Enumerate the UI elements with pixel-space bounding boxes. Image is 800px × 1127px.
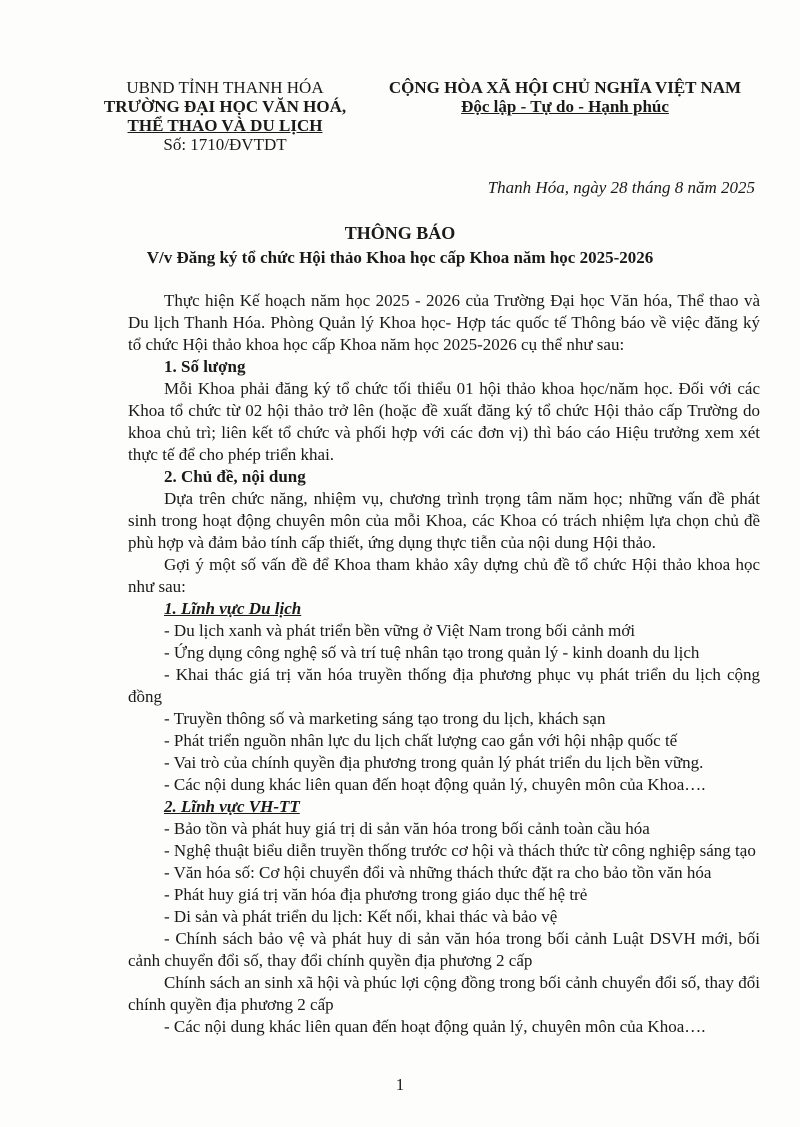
section-2-heading: 2. Chủ đề, nội dung (164, 467, 306, 486)
list-item: - Phát huy giá trị văn hóa địa phương trong giáo dục thế hệ trẻ (164, 885, 588, 904)
section-1-heading: 1. Số lượng (164, 357, 246, 376)
document-header (0, 78, 800, 158)
document-body (128, 290, 760, 1038)
national-motto: Độc lập - Tự do - Hạnh phúc (461, 97, 669, 116)
list-item: - Khai thác giá trị văn hóa truyền thống địa phương phục vụ phát triển du lịch cộng đồng (128, 665, 760, 706)
authority-name: UBND TỈNH THANH HÓA (126, 78, 324, 97)
field-2-heading: 2. Lĩnh vực VH-TT (164, 797, 300, 816)
field-1-heading: 1. Lĩnh vực Du lịch (164, 599, 302, 618)
national-motto-block (370, 78, 760, 116)
list-item: - Ứng dụng công nghệ số và trí tuệ nhân tạo trong quản lý - kinh doanh du lịch (164, 643, 700, 662)
list-item: - Các nội dung khác liên quan đến hoạt động quản lý, chuyên môn của Khoa…. (164, 1017, 706, 1036)
document-number: Số: 1710/ĐVTDT (163, 135, 287, 154)
list-item: - Truyền thông số và marketing sáng tạo trong du lịch, khách sạn (164, 709, 606, 728)
list-item: - Các nội dung khác liên quan đến hoạt động quản lý, chuyên môn của Khoa…. (164, 775, 706, 794)
intro-paragraph: Thực hiện Kế hoạch năm học 2025 - 2026 của Trường Đại học Văn hóa, Thể thao và Du lịch Thanh Hóa. Phòng Quản lý Khoa học- Hợp tác quốc tế Thông báo về việc đăng ký tổ chức Hội thảo khoa học cấp Khoa năm học 2025-2026 cụ thể như sau: (128, 291, 760, 354)
document-date: Thanh Hóa, ngày 28 tháng 8 năm 2025 (487, 178, 755, 197)
list-item: - Bảo tồn và phát huy giá trị di sản văn hóa trong bối cảnh toàn cầu hóa (164, 819, 650, 838)
section-2-text: Dựa trên chức năng, nhiệm vụ, chương trình trọng tâm năm học; những vấn đề phát sinh trong hoạt động chuyên môn của mỗi Khoa, các Khoa có trách nhiệm lựa chọn chủ đề phù hợp và đảm bảo tính cấp thiết, ứng dụng thực tiễn của nội dung Hội thảo. (128, 489, 760, 552)
country-name: CỘNG HÒA XÃ HỘI CHỦ NGHĨA VIỆT NAM (388, 78, 742, 97)
issuer-block (100, 78, 350, 154)
list-item: - Văn hóa số: Cơ hội chuyển đổi và những thách thức đặt ra cho bảo tồn văn hóa (164, 863, 712, 882)
list-item: - Di sản và phát triển du lịch: Kết nối, khai thác và bảo vệ (164, 907, 558, 926)
list-item: Chính sách an sinh xã hội và phúc lợi cộng đồng trong bối cảnh chuyển đổi số, thay đổi chính quyền địa phương 2 cấp (128, 973, 760, 1014)
list-item: - Du lịch xanh và phát triển bền vững ở Việt Nam trong bối cảnh mới (164, 621, 636, 640)
document-title: THÔNG BÁO (344, 223, 456, 243)
list-item: - Vai trò của chính quyền địa phương trong quản lý phát triển du lịch bền vững. (164, 753, 704, 772)
university-name-line1: TRƯỜNG ĐẠI HỌC VĂN HOÁ, (103, 97, 347, 116)
section-1-text: Mỗi Khoa phải đăng ký tổ chức tối thiểu 01 hội thảo khoa học/năm học. Đối với các Khoa tổ chức từ 02 hội thảo trở lên (hoặc đề xuất đăng ký tổ chức Hội thảo cấp Trường do khoa chủ trì; liên kết tổ chức và phối hợp với các đơn vị) thì báo cáo Hiệu trưởng xem xét thực tế để cho phép triển khai. (128, 379, 760, 464)
document-subject: V/v Đăng ký tổ chức Hội thảo Khoa học cấp Khoa năm học 2025-2026 (146, 248, 654, 267)
list-item: - Nghệ thuật biểu diễn truyền thống trước cơ hội và thách thức từ công nghiệp sáng tạo (164, 841, 756, 860)
list-item: - Phát triển nguồn nhân lực du lịch chất lượng cao gắn với hội nhập quốc tế (164, 731, 678, 750)
page-number: 1 (395, 1075, 405, 1094)
university-name-line2: THỂ THAO VÀ DU LỊCH (127, 116, 323, 135)
section-2-suggestion: Gợi ý một số vấn đề để Khoa tham khảo xây dựng chủ đề tổ chức Hội thảo khoa học như sau: (128, 555, 760, 596)
list-item: - Chính sách bảo vệ và phát huy di sản văn hóa trong bối cảnh Luật DSVH mới, bối cảnh chuyển đổi số, thay đổi chính quyền địa phương 2 cấp (128, 929, 760, 970)
